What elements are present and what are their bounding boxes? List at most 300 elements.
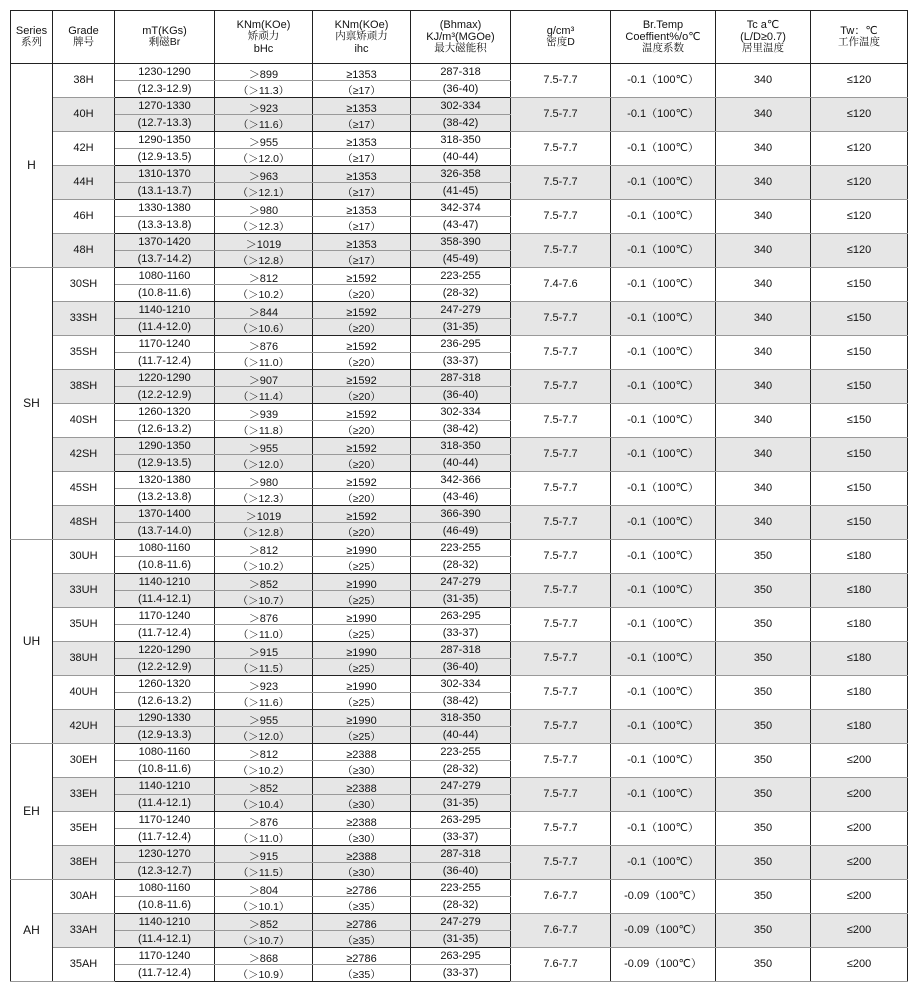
bhc-koe-cell-text: （＞12.8）	[237, 527, 290, 540]
grade-cell	[53, 472, 115, 506]
grade-row	[11, 234, 908, 251]
working-temp-cell-text: ≤150	[846, 346, 872, 359]
temp-coefficient-cell	[611, 200, 716, 234]
working-temp-cell	[811, 948, 908, 982]
ihc-koe-cell-text: （≥17）	[342, 153, 381, 166]
bhmax-mgoe-cell-text: (40-44)	[442, 728, 479, 741]
bhmax-mgoe-cell	[411, 931, 511, 948]
bhmax-kj-cell-text: 263-295	[440, 813, 481, 826]
density-cell-text: 7.5-7.7	[543, 788, 578, 801]
bhc-knm-cell-text: ＞804	[248, 884, 279, 897]
ihc-knm-cell-text: ≥1990	[346, 680, 377, 693]
grade-cell	[53, 744, 115, 778]
ihc-knm-cell-text: ≥2388	[346, 850, 377, 863]
temp-coefficient-cell-text: -0.09（100℃）	[624, 958, 702, 971]
density-cell	[511, 880, 611, 914]
br-mt-cell	[115, 404, 215, 421]
curie-temp-cell	[716, 438, 811, 472]
grade-cell	[53, 438, 115, 472]
ihc-koe-cell	[313, 353, 411, 370]
ihc-knm-cell	[313, 200, 411, 217]
bhc-knm-cell	[215, 200, 313, 217]
working-temp-cell-text: ≤180	[846, 720, 872, 733]
br-kgs-cell-text: (10.8-11.6)	[138, 762, 191, 775]
density-cell	[511, 166, 611, 200]
bhmax-kj-cell	[411, 64, 511, 81]
bhc-koe-cell-text: （＞12.3）	[237, 493, 290, 506]
grade-cell	[53, 812, 115, 846]
bhc-koe-cell-text: （＞10.7）	[237, 595, 290, 608]
bhmax-kj-cell-text: 342-366	[440, 473, 481, 486]
bhmax-mgoe-cell	[411, 489, 511, 506]
br-mt-cell	[115, 268, 215, 285]
working-temp-cell-text: ≤120	[846, 244, 872, 257]
grade-row	[11, 948, 908, 965]
bhmax-kj-cell	[411, 574, 511, 591]
curie-temp-cell-text: 350	[753, 924, 773, 937]
grade-row	[11, 404, 908, 421]
grade-row	[11, 880, 908, 897]
curie-temp-cell-text: 340	[753, 244, 773, 257]
ihc-koe-cell-text: （≥30）	[342, 833, 381, 846]
bhmax-mgoe-cell	[411, 387, 511, 404]
bhmax-kj-cell	[411, 846, 511, 863]
ihc-koe-cell	[313, 149, 411, 166]
header-intrinsic-coercivity: KNm(KOe) 内禀矫顽力 ihc	[313, 11, 411, 64]
ihc-knm-cell	[313, 268, 411, 285]
bhc-koe-cell-text: （＞10.9）	[237, 969, 290, 982]
bhmax-kj-cell	[411, 608, 511, 625]
temp-coefficient-cell	[611, 506, 716, 540]
temp-coefficient-cell	[611, 812, 716, 846]
bhc-knm-cell-text: ＞915	[248, 646, 279, 659]
br-kgs-cell	[115, 693, 215, 710]
br-kgs-cell	[115, 115, 215, 132]
density-cell-text: 7.5-7.7	[543, 244, 578, 257]
temp-coefficient-cell	[611, 608, 716, 642]
grade-cell	[53, 200, 115, 234]
density-cell-text: 7.5-7.7	[543, 652, 578, 665]
grade-cell	[53, 676, 115, 710]
temp-coefficient-cell-text: -0.1（100℃）	[627, 142, 699, 155]
br-kgs-cell	[115, 761, 215, 778]
density-cell	[511, 914, 611, 948]
ihc-koe-cell-text: （≥35）	[342, 901, 381, 914]
density-cell-text: 7.6-7.7	[543, 958, 578, 971]
curie-temp-cell	[716, 914, 811, 948]
bhc-knm-cell	[215, 812, 313, 829]
grade-cell-text: 42SH	[69, 448, 98, 461]
density-cell	[511, 710, 611, 744]
bhmax-mgoe-cell	[411, 421, 511, 438]
br-mt-cell	[115, 676, 215, 693]
ihc-koe-cell	[313, 863, 411, 880]
br-mt-cell-text: 1170-1240	[138, 813, 191, 826]
curie-temp-cell	[716, 370, 811, 404]
ihc-koe-cell-text: （≥20）	[342, 391, 381, 404]
bhmax-mgoe-cell-text: (33-37)	[442, 830, 479, 843]
density-cell-text: 7.5-7.7	[543, 346, 578, 359]
br-mt-cell-text: 1370-1400	[138, 507, 191, 520]
bhc-koe-cell-text: （＞12.0）	[237, 459, 290, 472]
bhc-knm-cell	[215, 676, 313, 693]
curie-temp-cell-text: 340	[753, 380, 773, 393]
density-cell	[511, 370, 611, 404]
header-row	[11, 11, 908, 64]
density-cell-text: 7.5-7.7	[543, 686, 578, 699]
ihc-knm-cell	[313, 506, 411, 523]
grade-row	[11, 64, 908, 81]
br-kgs-cell	[115, 727, 215, 744]
br-kgs-cell-text: (10.8-11.6)	[138, 898, 191, 911]
curie-temp-cell-text: 340	[753, 414, 773, 427]
bhc-knm-cell	[215, 438, 313, 455]
br-kgs-cell-text: (12.9-13.5)	[137, 150, 192, 163]
bhmax-mgoe-cell	[411, 285, 511, 302]
temp-coefficient-cell-text: -0.1（100℃）	[627, 618, 699, 631]
br-mt-cell-text: 1220-1290	[138, 643, 191, 656]
grade-cell-text: 35SH	[69, 346, 98, 359]
ihc-knm-cell	[313, 302, 411, 319]
bhmax-mgoe-cell-text: (40-44)	[442, 456, 479, 469]
ihc-koe-cell-text: （≥25）	[342, 629, 381, 642]
grade-cell	[53, 404, 115, 438]
curie-temp-cell-text: 340	[753, 312, 773, 325]
temp-coefficient-cell-text: -0.1（100℃）	[627, 788, 699, 801]
temp-coefficient-cell-text: -0.1（100℃）	[627, 414, 699, 427]
br-kgs-cell-text: (11.7-12.4)	[138, 354, 191, 367]
bhmax-kj-cell	[411, 302, 511, 319]
bhc-knm-cell-text: ＞963	[248, 170, 279, 183]
density-cell	[511, 234, 611, 268]
bhmax-mgoe-cell-text: (41-45)	[442, 184, 479, 197]
bhmax-kj-cell	[411, 880, 511, 897]
br-kgs-cell-text: (11.7-12.4)	[138, 966, 191, 979]
density-cell	[511, 846, 611, 880]
bhmax-kj-cell-text: 302-334	[440, 405, 481, 418]
bhc-koe-cell	[215, 625, 313, 642]
ihc-knm-cell-text: ≥1592	[346, 476, 377, 489]
working-temp-cell-text: ≤150	[846, 516, 872, 529]
bhmax-kj-cell-text: 287-318	[440, 371, 481, 384]
bhmax-kj-cell-text: 326-358	[440, 167, 481, 180]
grade-cell	[53, 778, 115, 812]
grade-row	[11, 778, 908, 795]
ihc-koe-cell-text: （≥17）	[342, 119, 381, 132]
bhmax-mgoe-cell-text: (31-35)	[442, 932, 479, 945]
working-temp-cell	[811, 540, 908, 574]
bhmax-mgoe-cell	[411, 149, 511, 166]
temp-coefficient-cell-text: -0.1（100℃）	[627, 278, 699, 291]
br-mt-cell-text: 1230-1270	[138, 847, 191, 860]
working-temp-cell	[811, 744, 908, 778]
ihc-koe-cell	[313, 523, 411, 540]
working-temp-cell	[811, 710, 908, 744]
ihc-knm-cell-text: ≥1353	[346, 68, 377, 81]
ihc-knm-cell	[313, 438, 411, 455]
curie-temp-cell-text: 350	[753, 720, 773, 733]
ihc-koe-cell-text: （≥30）	[342, 799, 381, 812]
curie-temp-cell-text: 340	[753, 482, 773, 495]
br-mt-cell	[115, 64, 215, 81]
bhmax-mgoe-cell	[411, 863, 511, 880]
ihc-knm-cell-text: ≥1353	[346, 136, 377, 149]
bhmax-mgoe-cell	[411, 761, 511, 778]
density-cell-text: 7.5-7.7	[543, 210, 578, 223]
density-cell	[511, 404, 611, 438]
bhmax-mgoe-cell	[411, 455, 511, 472]
br-mt-cell-text: 1220-1290	[138, 371, 191, 384]
bhmax-kj-cell	[411, 166, 511, 183]
br-kgs-cell	[115, 931, 215, 948]
br-mt-cell	[115, 608, 215, 625]
curie-temp-cell-text: 350	[753, 686, 773, 699]
header-remanence: mT(KGs) 剩磁Br	[115, 11, 215, 64]
br-mt-cell	[115, 812, 215, 829]
temp-coefficient-cell	[611, 846, 716, 880]
bhc-knm-cell-text: ＞812	[248, 272, 279, 285]
temp-coefficient-cell	[611, 132, 716, 166]
grade-cell	[53, 64, 115, 98]
bhmax-kj-cell	[411, 540, 511, 557]
br-mt-cell	[115, 778, 215, 795]
bhmax-mgoe-cell	[411, 353, 511, 370]
working-temp-cell-text: ≤200	[846, 788, 872, 801]
bhc-knm-cell	[215, 302, 313, 319]
grade-cell	[53, 540, 115, 574]
curie-temp-cell-text: 350	[753, 788, 773, 801]
working-temp-cell	[811, 846, 908, 880]
br-mt-cell	[115, 132, 215, 149]
bhmax-kj-cell-text: 358-390	[440, 235, 481, 248]
ihc-knm-cell	[313, 574, 411, 591]
temp-coefficient-cell-text: -0.1（100℃）	[627, 516, 699, 529]
temp-coefficient-cell-text: -0.1（100℃）	[627, 448, 699, 461]
br-mt-cell-text: 1170-1240	[138, 949, 191, 962]
bhc-knm-cell	[215, 642, 313, 659]
ihc-koe-cell	[313, 251, 411, 268]
curie-temp-cell	[716, 200, 811, 234]
bhc-koe-cell	[215, 557, 313, 574]
temp-coefficient-cell-text: -0.1（100℃）	[627, 822, 699, 835]
br-mt-cell	[115, 948, 215, 965]
br-kgs-cell-text: (12.3-12.9)	[137, 82, 192, 95]
br-kgs-cell-text: (13.2-13.8)	[137, 490, 192, 503]
series-cell	[11, 64, 53, 268]
density-cell	[511, 540, 611, 574]
curie-temp-cell	[716, 846, 811, 880]
density-cell-text: 7.5-7.7	[543, 856, 578, 869]
temp-coefficient-cell	[611, 880, 716, 914]
bhmax-mgoe-cell	[411, 81, 511, 98]
bhmax-mgoe-cell	[411, 115, 511, 132]
curie-temp-cell	[716, 710, 811, 744]
ihc-koe-cell	[313, 489, 411, 506]
br-kgs-cell	[115, 897, 215, 914]
br-kgs-cell	[115, 965, 215, 982]
bhmax-mgoe-cell	[411, 523, 511, 540]
bhc-knm-cell-text: ＞980	[248, 204, 279, 217]
density-cell	[511, 744, 611, 778]
curie-temp-cell	[716, 812, 811, 846]
ihc-koe-cell-text: （≥20）	[342, 527, 381, 540]
bhc-koe-cell-text: （＞10.7）	[237, 935, 290, 948]
grade-cell	[53, 132, 115, 166]
ihc-knm-cell	[313, 404, 411, 421]
density-cell-text: 7.5-7.7	[543, 380, 578, 393]
br-mt-cell-text: 1080-1160	[138, 541, 191, 554]
temp-coefficient-cell	[611, 234, 716, 268]
bhmax-mgoe-cell	[411, 625, 511, 642]
working-temp-cell	[811, 608, 908, 642]
density-cell-text: 7.5-7.7	[543, 312, 578, 325]
working-temp-cell-text: ≤180	[846, 584, 872, 597]
bhmax-mgoe-cell	[411, 795, 511, 812]
ihc-knm-cell	[313, 64, 411, 81]
temp-coefficient-cell	[611, 166, 716, 200]
bhc-koe-cell	[215, 455, 313, 472]
bhc-knm-cell	[215, 336, 313, 353]
working-temp-cell-text: ≤180	[846, 686, 872, 699]
curie-temp-cell-text: 340	[753, 74, 773, 87]
ihc-koe-cell	[313, 727, 411, 744]
ihc-knm-cell-text: ≥1592	[346, 340, 377, 353]
bhc-knm-cell-text: ＞955	[248, 442, 279, 455]
bhmax-mgoe-cell	[411, 183, 511, 200]
ihc-knm-cell	[313, 914, 411, 931]
ihc-koe-cell-text: （≥20）	[342, 289, 381, 302]
ihc-koe-cell-text: （≥25）	[342, 731, 381, 744]
working-temp-cell-text: ≤150	[846, 482, 872, 495]
br-mt-cell	[115, 506, 215, 523]
bhmax-mgoe-cell-text: (38-42)	[442, 116, 479, 129]
bhc-koe-cell-text: （＞11.0）	[237, 357, 290, 370]
curie-temp-cell	[716, 642, 811, 676]
grade-row	[11, 914, 908, 931]
bhc-koe-cell-text: （＞10.2）	[237, 289, 290, 302]
br-kgs-cell-text: (12.9-13.5)	[137, 456, 192, 469]
series-cell-text: EH	[23, 803, 40, 818]
br-kgs-cell-text: (13.7-14.2)	[137, 252, 192, 265]
ihc-knm-cell-text: ≥2786	[346, 884, 377, 897]
ihc-koe-cell-text: （≥35）	[342, 935, 381, 948]
working-temp-cell-text: ≤120	[846, 210, 872, 223]
bhc-koe-cell-text: （＞10.1）	[237, 901, 290, 914]
grade-cell	[53, 846, 115, 880]
ihc-knm-cell-text: ≥2388	[346, 816, 377, 829]
curie-temp-cell	[716, 336, 811, 370]
working-temp-cell-text: ≤200	[846, 958, 872, 971]
grade-cell	[53, 642, 115, 676]
bhmax-mgoe-cell-text: (36-40)	[442, 388, 479, 401]
temp-coefficient-cell-text: -0.1（100℃）	[627, 244, 699, 257]
density-cell	[511, 336, 611, 370]
bhc-koe-cell-text: （＞11.4）	[237, 391, 290, 404]
density-cell-text: 7.5-7.7	[543, 414, 578, 427]
temp-coefficient-cell-text: -0.1（100℃）	[627, 482, 699, 495]
curie-temp-cell	[716, 948, 811, 982]
br-kgs-cell	[115, 829, 215, 846]
temp-coefficient-cell-text: -0.1（100℃）	[627, 584, 699, 597]
curie-temp-cell	[716, 64, 811, 98]
grade-row	[11, 302, 908, 319]
ihc-koe-cell	[313, 965, 411, 982]
bhmax-kj-cell	[411, 506, 511, 523]
grade-row	[11, 98, 908, 115]
curie-temp-cell	[716, 132, 811, 166]
grade-row	[11, 336, 908, 353]
br-mt-cell-text: 1270-1330	[138, 99, 191, 112]
br-mt-cell	[115, 166, 215, 183]
grade-cell	[53, 880, 115, 914]
bhc-knm-cell	[215, 472, 313, 489]
bhmax-mgoe-cell-text: (28-32)	[442, 762, 479, 775]
br-kgs-cell	[115, 455, 215, 472]
grade-cell	[53, 914, 115, 948]
ihc-knm-cell-text: ≥1353	[346, 204, 377, 217]
br-mt-cell-text: 1140-1210	[138, 915, 191, 928]
bhc-koe-cell	[215, 965, 313, 982]
bhmax-mgoe-cell-text: (33-37)	[442, 966, 479, 979]
bhc-knm-cell-text: ＞876	[248, 612, 279, 625]
grade-row	[11, 370, 908, 387]
bhc-koe-cell	[215, 319, 313, 336]
temp-coefficient-cell	[611, 98, 716, 132]
br-kgs-cell	[115, 251, 215, 268]
bhmax-kj-cell-text: 287-318	[440, 65, 481, 78]
bhmax-kj-cell-text: 223-255	[440, 881, 481, 894]
grade-cell	[53, 336, 115, 370]
grade-row	[11, 200, 908, 217]
br-mt-cell-text: 1330-1380	[138, 201, 191, 214]
bhmax-mgoe-cell	[411, 897, 511, 914]
ihc-knm-cell	[313, 676, 411, 693]
ihc-knm-cell	[313, 472, 411, 489]
br-mt-cell-text: 1290-1350	[138, 439, 191, 452]
bhc-knm-cell	[215, 948, 313, 965]
br-kgs-cell	[115, 625, 215, 642]
working-temp-cell	[811, 234, 908, 268]
ihc-knm-cell-text: ≥1990	[346, 612, 377, 625]
bhmax-mgoe-cell-text: (43-47)	[442, 218, 479, 231]
bhc-knm-cell	[215, 608, 313, 625]
bhmax-kj-cell	[411, 914, 511, 931]
bhmax-mgoe-cell-text: (46-49)	[442, 524, 479, 537]
temp-coefficient-cell-text: -0.1（100℃）	[627, 346, 699, 359]
br-mt-cell-text: 1170-1240	[138, 337, 191, 350]
curie-temp-cell-text: 350	[753, 754, 773, 767]
grade-cell	[53, 506, 115, 540]
working-temp-cell	[811, 200, 908, 234]
grade-row	[11, 676, 908, 693]
bhc-knm-cell-text: ＞955	[248, 714, 279, 727]
bhmax-kj-cell-text: 223-255	[440, 745, 481, 758]
br-kgs-cell-text: (12.9-13.3)	[137, 728, 192, 741]
ihc-koe-cell-text: （≥20）	[342, 357, 381, 370]
temp-coefficient-cell	[611, 64, 716, 98]
br-kgs-cell	[115, 81, 215, 98]
density-cell-text: 7.5-7.7	[543, 516, 578, 529]
bhc-knm-cell-text: ＞923	[248, 680, 279, 693]
series-cell-text: AH	[23, 922, 40, 937]
ihc-knm-cell	[313, 812, 411, 829]
ihc-koe-cell	[313, 693, 411, 710]
density-cell-text: 7.5-7.7	[543, 754, 578, 767]
temp-coefficient-cell	[611, 438, 716, 472]
ihc-koe-cell-text: （≥17）	[342, 255, 381, 268]
density-cell	[511, 438, 611, 472]
grade-cell	[53, 370, 115, 404]
